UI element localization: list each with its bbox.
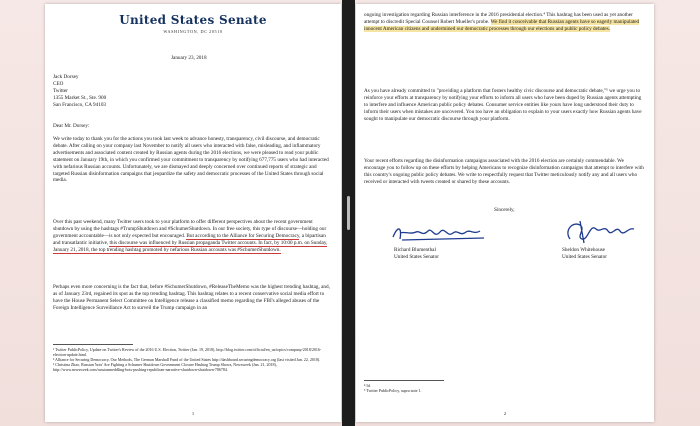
paragraph-text: , a bipartisan and transatlantic initiative, bbox=[53, 232, 326, 246]
recipient-line: CEO bbox=[53, 80, 64, 87]
signer-title: United States Senator bbox=[562, 253, 607, 260]
paragraph-text: ongoing investigation regarding Russian interference in the 2016 presidential election.⁴ This hashtag has been used as yet another attempt to discredit Special Counsel Robert Mueller's probe. bbox=[364, 12, 633, 25]
footnote: ⁵ Twitter PublicPolicy, supra note 1. bbox=[364, 388, 422, 394]
footnote-rule bbox=[53, 344, 133, 345]
recipient-address bbox=[53, 74, 203, 109]
letterhead-subtitle: WASHINGTON, DC 20510 bbox=[163, 29, 223, 34]
paragraph-text: Over this past weekend, many Twitter users took to your platform to offer different perspectives about the recent government shutdown by using the hashtags #TrumpShutdown and #SchumerShutdown. In our free society, this type of discourse—holding our government accountable—is not only expected but encouraged. bbox=[53, 219, 327, 239]
paragraph bbox=[53, 219, 331, 254]
page-number: 1 bbox=[191, 411, 195, 416]
signature-whitehouse bbox=[562, 217, 638, 245]
underlined-text: But according to the Alliance for Securing Democracy bbox=[186, 232, 300, 239]
footnotes bbox=[53, 347, 331, 372]
signer-block bbox=[394, 247, 439, 261]
salutation: Dear Mr. Dorsey: bbox=[53, 123, 90, 129]
footnotes bbox=[364, 383, 644, 393]
signer-name: Sheldon Whitehouse bbox=[562, 247, 605, 253]
letter-page-2 bbox=[356, 4, 654, 422]
paragraph: Your recent efforts regarding the disinformation campaigns associated with the 2016 election are certainly commendable. We encourage you to follow up on these efforts by helping Americans to recognize disinformation campaigns that attempt to interfere with this country's ongoing public policy debates. We write to respectfully request that Twitter meticulously notify any and all users who received or interacted with tweets created or shared by these accounts. bbox=[364, 158, 644, 185]
footnote: ¹ Twitter PublicPolicy, Update on Twitter's Review of the 2016 U.S. Election, Twitter (Jan. 19, 2018), http://blog.twitter.com/official/en_us/topics/company/2018/2016-election-update.html. bbox=[53, 347, 322, 358]
recipient-line: Twitter bbox=[53, 87, 68, 94]
paragraph: We write today to thank you for the actions you took last week to advance honesty, transparency, civil discourse, and democratic debate. After calling on your company last November to notify all users who interacted with false, misleading, and inflammatory advertisements and associated content created by Russian agents during the 2016 elections, we were pleased to read your public statement on January 19th, in which you confirmed your commitment to transparency by notifying 677,775 users who had interacted with nefarious Russian accounts. Unfortunately, we are dismayed and deeply concerned over continued reports of strategic and targeted Russian disinformation campaigns that jeopardize the safety and democratic processes of the United States through social media. bbox=[53, 136, 329, 184]
recipient-line: 1355 Market St., Ste. 900 bbox=[53, 94, 107, 101]
footnote-rule bbox=[364, 380, 444, 381]
page-number: 2 bbox=[503, 411, 507, 416]
signer-title: United States Senator bbox=[394, 253, 439, 260]
divider-handle[interactable] bbox=[347, 196, 350, 230]
paragraph: Perhaps even more concerning is the fact that, before #SchumerShutdown, #ReleaseTheMemo was the highest trending hashtag, and, as of January 23rd, regained its spot as the top trending hashtag. This hashtag relates to a recent conservative social media effort to have the House Permanent Select Committee on Intelligence release a classified memo regarding the FBI's alleged abuses of the Foreign Intelligence Surveillance Act to surveil the Trump campaign in an bbox=[53, 284, 330, 311]
recipient-line: San Francisco, CA 94103 bbox=[53, 101, 107, 108]
paragraph: As you have already committed to "providing a platform that fosters healthy civic discourse and democratic debate,"⁵ we urge you to reinforce your efforts at transparency by notifying your efforts to inform all users who have been duped by Russian agents attempting to interfere and influence American public policy debates. Consumer service entities like yours have long understood their duty to inform their users when mistakes are uncovered. You too have an obligation to explain to your users exactly how Russian agents have sought to manipulate our democratic discourse through your platform. bbox=[364, 88, 642, 122]
footnote: ⁴ Id. bbox=[364, 383, 371, 388]
signature-blumenthal bbox=[390, 223, 490, 245]
footnote: ³ Christina Zhao, Russian 'bots' Are Fighting a Schumer Shutdown Government Closure Hashtag Trump Shows, Newsweek (Jan. 21, 2018), http://www.newsweek.com/russianmeddling-bots-pushing-republican-narrative-shutdown-shutdown-786784. bbox=[53, 362, 277, 373]
underlined-text: this discourse was influenced by Russian propaganda Twitter accounts. In fact, by 10:00 p.m. on Sunday, January 21, 2018, the top trending hashtag promoted by nefarious Russian accounts was #SchumerShutdown. bbox=[53, 239, 328, 253]
signer-block bbox=[562, 247, 607, 261]
recipient-line: Jack Dorsey bbox=[53, 74, 79, 80]
signer-name: Richard Blumenthal bbox=[394, 247, 436, 253]
footnote: ² Alliance for Securing Democracy, Our Methods, The German Marshall Fund of the United States http://dashboard.securingdemocracy.org (last visited Jan. 22, 2018). bbox=[53, 357, 321, 363]
letter-page-1 bbox=[45, 4, 341, 422]
paragraph bbox=[364, 12, 644, 33]
letter-date: January 23, 2018 bbox=[171, 55, 207, 61]
highlighted-text: We find it conceivable that Russian agents have so eagerly manipulated innocent American citizens and undermined our democratic processes through our elections and public policy debates. bbox=[364, 18, 640, 32]
letterhead-title: United States Senate bbox=[119, 13, 267, 27]
closing: Sincerely, bbox=[494, 207, 515, 213]
page-divider[interactable] bbox=[342, 0, 355, 426]
